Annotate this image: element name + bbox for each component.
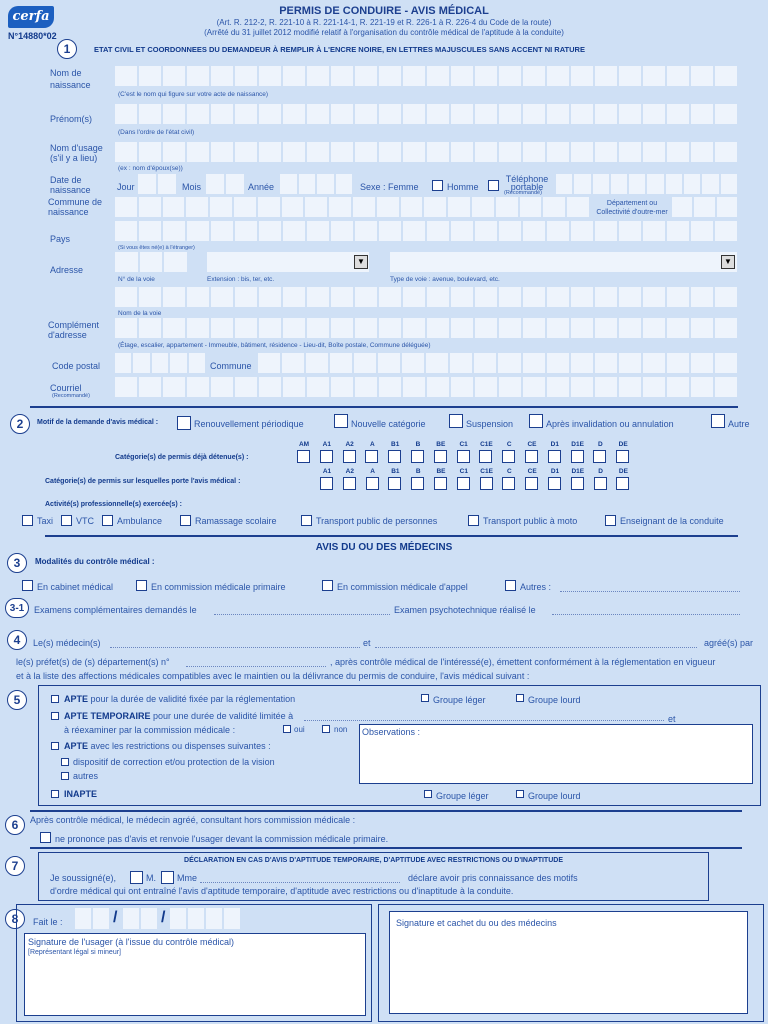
categorie-detenue-checkbox-d[interactable] (593, 450, 606, 463)
apte-groupe-leger-label: Groupe léger (433, 695, 486, 705)
civilite-mme-checkbox[interactable] (161, 871, 174, 884)
civilite-m-checkbox[interactable] (130, 871, 143, 884)
commune-field[interactable] (258, 353, 737, 373)
categorie-detenue-label-b1: B1 (391, 441, 400, 448)
adresse-label: Adresse (50, 265, 84, 275)
activite-transport-personnes-label: Transport public de personnes (316, 516, 438, 526)
motif-label: Motif de la demande d'avis médical : (37, 419, 159, 426)
categories-detenues-label: Catégorie(s) de permis déjà détenue(s) : (115, 454, 249, 461)
motif-nouvelle-categorie-checkbox[interactable] (334, 414, 348, 428)
telephone-recommande: (Recommandé) (504, 190, 542, 196)
categorie-avis-checkbox-d[interactable] (594, 477, 607, 490)
categorie-detenue-label-d1: D1 (550, 441, 559, 448)
categorie-detenue-label-a2: A2 (345, 441, 354, 448)
section-2-divider (45, 535, 738, 537)
section-6-line1: Après contrôle médical, le médecin agréé, consultant hors commission médicale : (30, 815, 356, 825)
pays-label: Pays (50, 234, 71, 244)
nom-usage-label: Nom d'usage (s'il y a lieu) (50, 143, 103, 163)
courriel-field[interactable] (115, 377, 737, 397)
modalite-cabinet-label: En cabinet médical (37, 582, 114, 592)
complement-hint: (Étage, escalier, appartement - Immeuble, bâtiment, résidence - Lieu-dit, Boîte postale, Commune déléguée) (118, 342, 431, 349)
inapte-label: INAPTE (64, 789, 98, 799)
activite-enseignant-checkbox[interactable] (605, 515, 616, 526)
code-postal-field[interactable] (115, 353, 205, 373)
page-title: PERMIS DE CONDUIRE - AVIS MÉDICAL (279, 5, 489, 17)
page-subtitle-1: (Art. R. 212-2, R. 221-10 à R. 221-14-1, R. 221-19 et R. 226-1 à R. 226-4 du Code de la route) (216, 18, 552, 27)
section-1-number: 1 (57, 39, 77, 59)
examens-label: Examens complémentaires demandés le (34, 605, 197, 615)
activite-taxi-label: Taxi (37, 516, 54, 526)
categorie-avis-checkbox-b1[interactable] (388, 477, 401, 490)
categorie-detenue-checkbox-c[interactable] (502, 450, 515, 463)
inapte-groupe-lourd-label: Groupe lourd (528, 791, 581, 801)
jour-label: Jour (117, 182, 135, 192)
dispositif-vision-checkbox[interactable] (61, 758, 69, 766)
nom-naissance-label: Nom de naissance (50, 68, 91, 90)
categories-avis-label: Catégorie(s) de permis sur lesquelles porte l'avis médical : (45, 478, 241, 485)
categorie-detenue-label-d: D (598, 441, 603, 448)
mois-label: Mois (182, 182, 202, 192)
categorie-avis-label-a: A (370, 468, 375, 475)
categorie-detenue-label-be: BE (436, 441, 446, 448)
nom-usage-field[interactable] (115, 142, 737, 162)
femme-checkbox[interactable] (432, 180, 443, 191)
apte-temporaire-checkbox[interactable] (51, 712, 59, 720)
fait-annee-field[interactable] (170, 908, 240, 929)
inapte-groupe-lourd-checkbox[interactable] (516, 790, 524, 798)
categorie-detenue-label-a: A (370, 441, 375, 448)
activites-label: Activité(s) professionnelle(s) exercée(s) : (45, 501, 182, 508)
categorie-avis-checkbox-de[interactable] (616, 477, 629, 490)
mois-field[interactable] (206, 174, 244, 194)
inapte-checkbox[interactable] (51, 790, 59, 798)
categorie-avis-checkbox-c1e[interactable] (480, 477, 493, 490)
jour-field[interactable] (138, 174, 176, 194)
categorie-detenue-checkbox-a2[interactable] (343, 450, 356, 463)
motif-invalidation-checkbox[interactable] (529, 414, 543, 428)
apte-restrictions-text (64, 741, 271, 751)
categorie-detenue-checkbox-d1[interactable] (548, 450, 561, 463)
section-8-number: 8 (5, 909, 25, 929)
prenom-label: Prénom(s) (50, 114, 93, 124)
examens-date-line[interactable] (214, 613, 390, 615)
reexaminer-label: à réexaminer par la commission médicale : (64, 725, 236, 735)
categorie-avis-label-ce: CE (527, 468, 537, 475)
apres-controle-text: , après contrôle médical de l'intéressé(e), émettent conformément à la réglementation en vigueur (330, 657, 716, 667)
activite-transport-personnes-checkbox[interactable] (301, 515, 312, 526)
categorie-avis-checkbox-ce[interactable] (525, 477, 538, 490)
categorie-detenue-label-c1: C1 (459, 441, 468, 448)
page-subtitle-2: (Arrêté du 31 juillet 2012 modifié relatif à l'organisation du contrôle médical de l'aptitude à la conduite) (204, 28, 564, 37)
prefets-line[interactable] (186, 665, 326, 667)
reexam-oui-label: oui (294, 725, 305, 734)
representant-legal-label: [Représentant légal si mineur] (28, 949, 121, 956)
civilite-m-label: M. (146, 873, 156, 883)
duree-validite-line[interactable] (304, 719, 664, 721)
fait-le-label: Fait le : (33, 917, 63, 927)
departement-field[interactable] (672, 197, 737, 217)
categorie-avis-checkbox-c1[interactable] (457, 477, 470, 490)
apte-restrictions-checkbox[interactable] (51, 742, 59, 750)
fait-jour-field[interactable] (75, 908, 109, 929)
complement-field[interactable] (115, 318, 737, 338)
categorie-avis-checkbox-a[interactable] (366, 477, 379, 490)
categorie-avis-label-d1e: D1E (571, 468, 585, 475)
categorie-avis-label-c: C (507, 468, 512, 475)
motif-nouvelle-categorie-label: Nouvelle catégorie (351, 419, 426, 429)
pays-field[interactable] (115, 221, 737, 241)
apte-temporaire-text (64, 711, 293, 721)
categorie-avis-checkbox-a2[interactable] (343, 477, 356, 490)
medecins-label: Le(s) médecin(s) (33, 638, 101, 648)
categorie-detenue-label-d1e: D1E (571, 441, 584, 448)
prenom-hint: (Dans l'ordre de l'état civil) (118, 129, 195, 136)
categorie-detenue-label-de: DE (618, 441, 628, 448)
nom-declarant-line[interactable] (200, 881, 400, 883)
nom-naissance-hint: (C'est le nom qui figure sur votre acte de naissance) (118, 91, 269, 98)
sexe-femme-label: Sexe : Femme (360, 182, 419, 192)
modalite-autres-line[interactable] (560, 590, 740, 592)
prenom-field[interactable] (115, 104, 737, 124)
activite-enseignant-label: Enseignant de la conduite (620, 516, 724, 526)
activite-vtc-checkbox[interactable] (61, 515, 72, 526)
type-voie-label: Type de voie : avenue, boulevard, etc. (390, 276, 500, 283)
form-number: N°14880*02 (8, 31, 57, 41)
apte-text (64, 694, 295, 704)
telephone-field[interactable] (556, 174, 737, 194)
categorie-avis-label-b1: B1 (391, 468, 400, 475)
medecin-2-line[interactable] (375, 646, 697, 648)
modalite-primaire-label: En commission médicale primaire (151, 582, 286, 592)
section-6-number: 6 (5, 815, 25, 835)
motif-autre-label: Autre (728, 419, 750, 429)
categorie-detenue-label-ce: CE (527, 441, 537, 448)
apte-temporaire-desc: pour une durée de validité limitée à (153, 711, 294, 721)
section-6-divider (30, 810, 742, 812)
categorie-avis-checkbox-b[interactable] (411, 477, 424, 490)
extension-label: Extension : bis, ter, etc. (207, 276, 275, 283)
apte-bold: APTE (64, 694, 89, 704)
civilite-mme-label: Mme (177, 873, 197, 883)
commune-naissance-field[interactable] (115, 197, 589, 217)
dob-label: Date de naissance (50, 175, 91, 195)
no-voie-label: N° de la voie (118, 276, 155, 283)
liste-affections-text: et à la liste des affections médicales compatibles avec le maintien ou la délivrance du permis de conduire, l'avis médical suivant : (16, 671, 530, 681)
annee-label: Année (248, 182, 275, 192)
categorie-avis-label-a1: A1 (322, 468, 332, 475)
extension-select[interactable] (207, 252, 369, 272)
section-5-number: 5 (7, 690, 27, 710)
je-soussigne-label: Je soussigné(e), (50, 873, 117, 883)
categorie-avis-label-d1: D1 (550, 468, 560, 475)
modalite-cabinet-checkbox[interactable] (22, 580, 33, 591)
motif-renouvellement-checkbox[interactable] (177, 416, 191, 430)
categorie-avis-label-d: D (598, 468, 603, 475)
commune-naissance-label: Commune de naissance (48, 197, 103, 217)
reexam-non-checkbox[interactable] (322, 725, 330, 733)
homme-checkbox[interactable] (488, 180, 499, 191)
activite-ramassage-label: Ramassage scolaire (195, 516, 277, 526)
nom-naissance-field[interactable] (115, 66, 737, 86)
motif-suspension-checkbox[interactable] (449, 414, 463, 428)
renvoi-commission-checkbox[interactable] (40, 832, 51, 843)
categorie-detenue-checkbox-d1e[interactable] (571, 450, 584, 463)
activite-ambulance-checkbox[interactable] (102, 515, 113, 526)
categorie-avis-label-c1e: C1E (480, 468, 493, 475)
apte-temporaire-bold: APTE TEMPORAIRE (64, 711, 151, 721)
section-4-number: 4 (7, 630, 27, 650)
logo-text: cerfa (12, 9, 50, 24)
modalite-autres-checkbox[interactable] (505, 580, 516, 591)
categorie-detenue-checkbox-de[interactable] (616, 450, 629, 463)
apte-desc: pour la durée de validité fixée par la réglementation (90, 694, 296, 704)
psycho-date-line[interactable] (552, 613, 740, 615)
signature-usager-label: Signature de l'usager (à l'issue du contrôle médical) (28, 937, 235, 947)
prefets-label: le(s) préfet(s) de (s) département(s) n° (16, 657, 170, 667)
courriel-label: Courriel (50, 383, 82, 393)
categorie-detenue-checkbox-a1[interactable] (320, 450, 333, 463)
categorie-detenue-label-c1e: C1E (480, 441, 493, 448)
categorie-detenue-label-b: B (415, 441, 421, 448)
declaration-heading: DÉCLARATION EN CAS D'AVIS D'APTITUDE TEMPORAIRE, D'APTITUDE AVEC RESTRICTIONS OU D'INAPTITUDE (184, 857, 563, 864)
code-postal-label: Code postal (52, 361, 101, 371)
fait-mois-field[interactable] (123, 908, 157, 929)
autres-restrictions-label: autres (73, 771, 99, 781)
modalite-appel-label: En commission médicale d'appel (337, 582, 468, 592)
activite-ambulance-label: Ambulance (117, 516, 163, 526)
categorie-detenue-label-c: C (506, 441, 512, 448)
categorie-avis-label-de: DE (618, 468, 628, 475)
date-slash-2: / (161, 909, 166, 926)
section-6-line2: ne prononce pas d'avis et renvoie l'usager devant la commission médicale primaire. (55, 834, 389, 844)
categorie-avis-checkbox-d1[interactable] (548, 477, 561, 490)
reexam-non-label: non (334, 725, 348, 734)
categorie-detenue-label-a1: A1 (322, 441, 331, 448)
categorie-avis-label-b: B (415, 468, 421, 475)
extension-dropdown-icon[interactable]: ▼ (354, 255, 368, 269)
activite-moto-label: Transport public à moto (483, 516, 578, 526)
inapte-groupe-leger-label: Groupe léger (436, 791, 489, 801)
nom-voie-field[interactable] (115, 287, 737, 307)
categorie-detenue-checkbox-am[interactable] (297, 450, 310, 463)
avis-heading: AVIS DU OU DES MÉDECINS (315, 542, 453, 553)
section-1-divider (30, 406, 738, 408)
telephone-label: Téléphone portable (505, 174, 549, 192)
dispositif-vision-label: dispositif de correction et/ou protection de la vision (73, 757, 275, 767)
apte-groupe-lourd-label: Groupe lourd (528, 695, 581, 705)
categorie-detenue-label-am: AM (298, 441, 310, 448)
section-7-number: 7 (5, 856, 25, 876)
date-slash-1: / (113, 909, 118, 926)
section-3-number: 3 (7, 553, 27, 573)
categorie-avis-label-be: BE (436, 468, 446, 475)
observations-label: Observations : (362, 727, 421, 737)
type-voie-select[interactable] (390, 252, 737, 272)
categorie-detenue-checkbox-c1[interactable] (457, 450, 470, 463)
psycho-label: Examen psychotechnique réalisé le (394, 605, 536, 615)
categorie-avis-checkbox-d1e[interactable] (571, 477, 584, 490)
duree-et-label: et (668, 714, 676, 724)
section-3-1-number: 3-1 (5, 598, 29, 618)
modalite-appel-checkbox[interactable] (322, 580, 333, 591)
courriel-recommande: (Recommandé) (52, 393, 90, 399)
declare-label: déclare avoir pris connaissance des motifs (408, 873, 578, 883)
declaration-line2: d'ordre médical qui ont entraîné l'avis d'aptitude temporaire, d'aptitude avec restrictions ou d'inaptitude à la conduite. (50, 886, 514, 896)
agrees-label: agréé(s) par (704, 638, 754, 648)
no-voie-field[interactable] (115, 252, 187, 272)
section-6-bottom (30, 847, 742, 849)
motif-autre-checkbox[interactable] (711, 414, 725, 428)
apte-groupe-leger-checkbox[interactable] (421, 694, 429, 702)
categorie-detenue-checkbox-be[interactable] (434, 450, 447, 463)
categorie-detenue-checkbox-ce[interactable] (525, 450, 538, 463)
apte-restrictions-desc: avec les restrictions ou dispenses suivantes : (90, 741, 271, 751)
categorie-avis-label-c1: C1 (459, 468, 468, 475)
homme-label: Homme (447, 182, 479, 192)
commune-label: Commune (210, 361, 252, 371)
autres-restrictions-checkbox[interactable] (61, 772, 69, 780)
section-1-heading: ETAT CIVIL ET COORDONNEES DU DEMANDEUR À REMPLIR À L'ENCRE NOIRE, EN LETTRES MAJUSCULES SANS ACCENT NI RATURE (94, 45, 585, 54)
motif-suspension-label: Suspension (466, 419, 514, 429)
inapte-groupe-leger-checkbox[interactable] (424, 790, 432, 798)
apte-groupe-lourd-checkbox[interactable] (516, 694, 524, 702)
categorie-detenue-checkbox-a[interactable] (365, 450, 378, 463)
categorie-avis-checkbox-be[interactable] (434, 477, 447, 490)
apte-restrictions-bold: APTE (64, 741, 89, 751)
signature-medecins-label: Signature et cachet du ou des médecins (396, 918, 557, 928)
activite-ramassage-checkbox[interactable] (180, 515, 191, 526)
annee-field[interactable] (280, 174, 352, 194)
type-voie-dropdown-icon[interactable]: ▼ (721, 255, 735, 269)
activite-taxi-checkbox[interactable] (22, 515, 33, 526)
categorie-avis-checkbox-c[interactable] (502, 477, 515, 490)
pays-hint: (Si vous êtes né(e) à l'étranger) (118, 245, 195, 251)
categorie-avis-label-a2: A2 (345, 468, 354, 475)
categorie-detenue-checkbox-c1e[interactable] (479, 450, 492, 463)
categorie-detenue-checkbox-b1[interactable] (388, 450, 401, 463)
motif-invalidation-label: Après invalidation ou annulation (546, 419, 674, 429)
motif-renouvellement-label: Renouvellement périodique (194, 419, 304, 429)
activite-moto-checkbox[interactable] (468, 515, 479, 526)
modalites-label: Modalités du contrôle médical : (35, 557, 155, 566)
nom-voie-label: Nom de la voie (118, 310, 162, 317)
categorie-detenue-checkbox-b[interactable] (411, 450, 424, 463)
et-label: et (363, 638, 371, 648)
categorie-avis-checkbox-a1[interactable] (320, 477, 333, 490)
modalite-primaire-checkbox[interactable] (136, 580, 147, 591)
apte-checkbox[interactable] (51, 695, 59, 703)
activite-vtc-label: VTC (76, 516, 94, 526)
nom-usage-hint: (ex : nom d'époux(se)) (118, 165, 183, 172)
medecin-1-line[interactable] (110, 646, 360, 648)
modalite-autres-label: Autres : (520, 582, 552, 592)
reexam-oui-checkbox[interactable] (283, 725, 291, 733)
departement-label: Département ou Collectivité d'outre-mer (596, 200, 668, 216)
complement-label: Complément d'adresse (48, 320, 100, 340)
section-2-number: 2 (10, 414, 30, 434)
